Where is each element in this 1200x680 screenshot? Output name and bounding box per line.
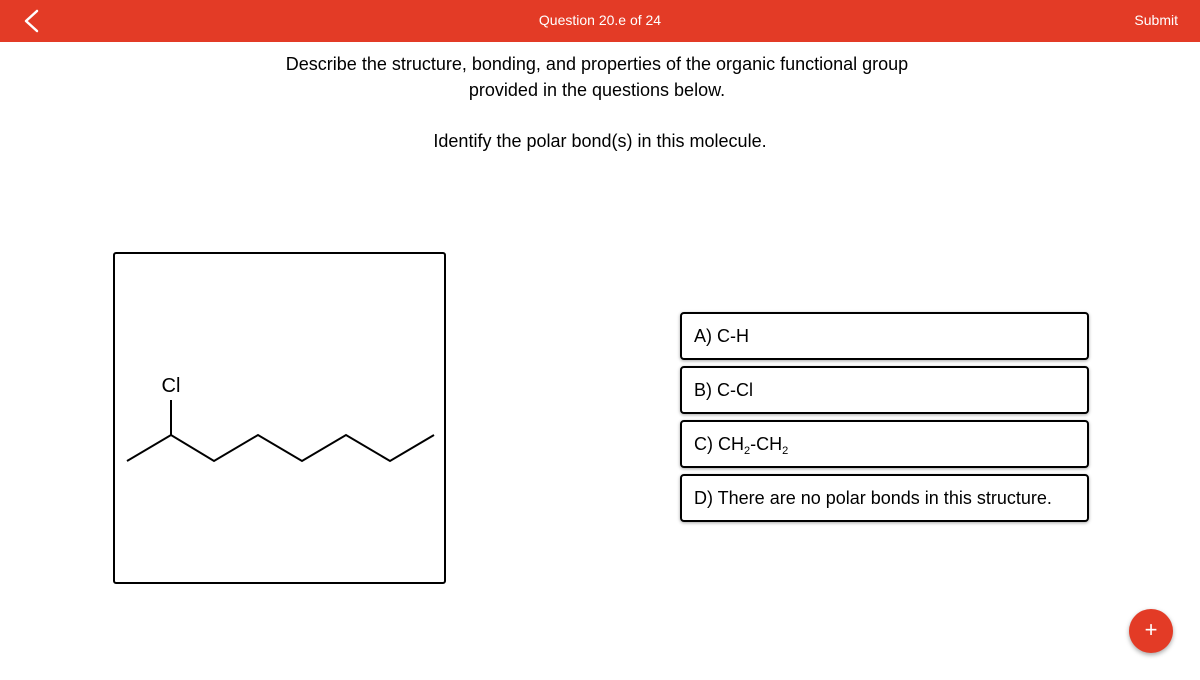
question-title: Question 20.e of 24: [538, 12, 662, 28]
question-prompt: Identify the polar bond(s) in this molecule.: [433, 131, 767, 151]
instructions-line-1: Describe the structure, bonding, and properties of the organic functional group: [285, 54, 909, 74]
molecule-structure-panel: [113, 252, 446, 584]
choice-c-part-1: C) CH: [694, 434, 744, 454]
add-button[interactable]: [1129, 609, 1173, 653]
molecule-skeletal-structure: [115, 254, 444, 582]
carbon-chain: [127, 435, 434, 461]
choice-a[interactable]: A) C-H: [680, 312, 1089, 360]
choice-b[interactable]: B) C-Cl: [680, 366, 1089, 414]
choice-d[interactable]: D) There are no polar bonds in this structure.: [680, 474, 1089, 522]
choice-c-subscript-1: 2: [744, 445, 751, 457]
instructions-line-2: provided in the questions below.: [468, 80, 726, 100]
chlorine-label: Cl: [161, 375, 181, 397]
instructions: [200, 51, 994, 103]
choice-c-subscript-2: 2: [782, 445, 789, 457]
plus-icon: +: [1144, 617, 1158, 642]
chevron-left-icon: [20, 6, 50, 36]
back-button[interactable]: [20, 6, 50, 36]
choice-c[interactable]: [680, 420, 1089, 468]
choice-c-part-2: -CH: [750, 434, 783, 454]
submit-button[interactable]: Submit: [1134, 12, 1178, 28]
top-bar: [0, 0, 1200, 42]
